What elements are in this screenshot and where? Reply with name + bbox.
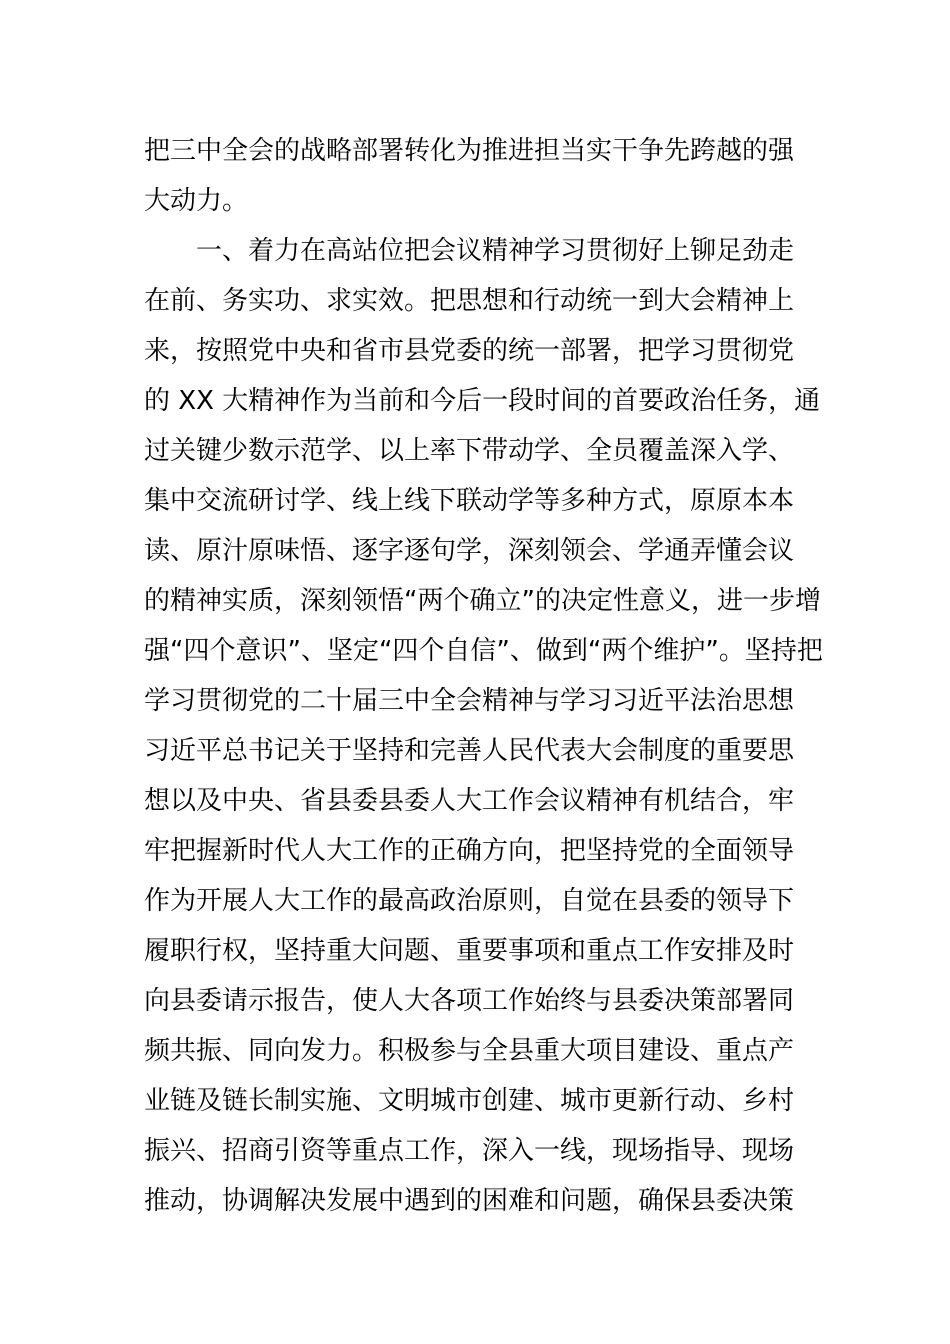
text-line: 推动，协调解决发展中遇到的困难和问题，确保县委决策 xyxy=(144,1186,795,1216)
text-line: 学习贯彻党的二十届三中全会精神与学习习近平法治思想 xyxy=(144,686,795,716)
text-line: 读、原汁原味悟、逐字逐句学，深刻领会、学通弄懂会议 xyxy=(144,536,795,566)
text-line: 的 XX 大精神作为当前和今后一段时间的首要政治任务，通 xyxy=(144,386,821,416)
text-line: 振兴、招商引资等重点工作，深入一线，现场指导、现场 xyxy=(144,1136,795,1166)
text-line: 过关键少数示范学、以上率下带动学、全员覆盖深入学、 xyxy=(144,436,795,466)
text-line: 作为开展人大工作的最高政治原则，自觉在县委的领导下 xyxy=(144,886,795,916)
text-line: 向县委请示报告，使人大各项工作始终与县委决策部署同 xyxy=(144,986,795,1016)
body-text xyxy=(144,126,824,1226)
text-line: 牢把握新时代人大工作的正确方向，把坚持党的全面领导 xyxy=(144,836,795,866)
text-line: 履职行权，坚持重大问题、重要事项和重点工作安排及时 xyxy=(144,936,795,966)
text-line: 来，按照党中央和省市县党委的统一部署，把学习贯彻党 xyxy=(144,336,795,366)
text-line: 在前、务实功、求实效。把思想和行动统一到大会精神上 xyxy=(144,286,795,316)
text-line: 把三中全会的战略部署转化为推进担当实干争先跨越的强 xyxy=(144,136,795,166)
text-line: 习近平总书记关于坚持和完善人民代表大会制度的重要思 xyxy=(144,736,795,766)
text-line: 频共振、同向发力。积极参与全县重大项目建设、重点产 xyxy=(144,1036,795,1066)
text-line: 集中交流研讨学、线上线下联动学等多种方式，原原本本 xyxy=(144,486,795,516)
text-line: 强“四个意识”、坚定“四个自信”、做到“两个维护”。坚持把 xyxy=(144,636,823,666)
text-line: 大动力。 xyxy=(144,186,249,216)
text-line: 想以及中央、省县委县委人大工作会议精神有机结合，牢 xyxy=(144,786,795,816)
text-line: 的精神实质，深刻领悟“两个确立”的决定性意义，进一步增 xyxy=(144,586,821,616)
text-line: 业链及链长制实施、文明城市创建、城市更新行动、乡村 xyxy=(144,1086,795,1116)
paragraph-start-line: 一、着力在高站位把会议精神学习贯彻好上铆足劲走 xyxy=(144,236,795,266)
